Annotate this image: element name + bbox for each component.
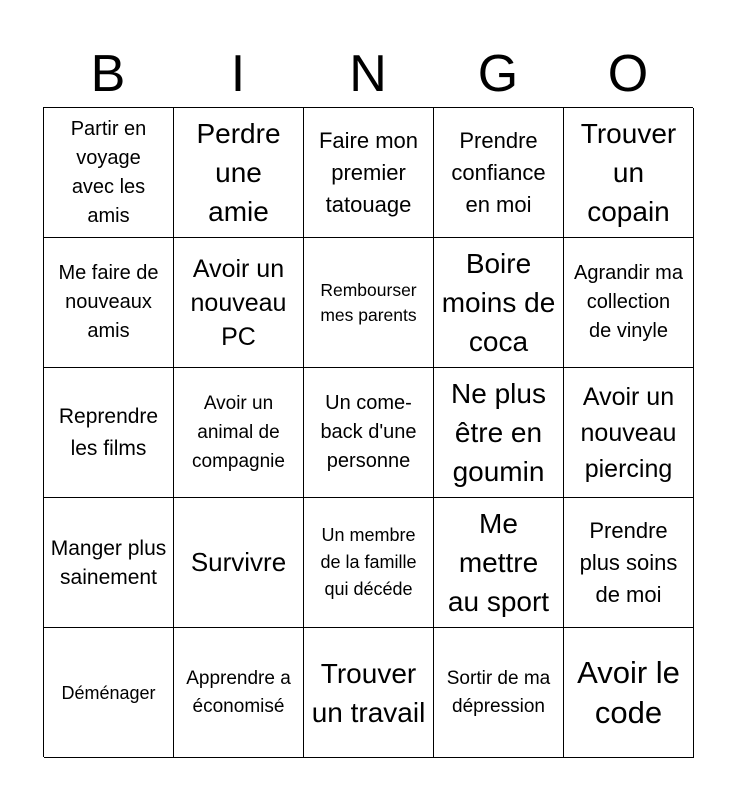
cell-text: Rembourser mes parents [320, 279, 417, 325]
bingo-grid [43, 107, 693, 757]
bingo-cell[interactable] [44, 238, 174, 368]
bingo-cell[interactable] [174, 368, 304, 498]
cell-text: Prendre plus soins de moi [579, 517, 678, 607]
cell-text: Avoir un nouveau PC [190, 254, 287, 351]
header-letter-n: N [349, 45, 387, 103]
bingo-cell[interactable] [174, 498, 304, 628]
cell-text: Apprendre a économisé [186, 667, 291, 717]
cell-text: Avoir un nouveau piercing [580, 382, 677, 483]
bingo-cell[interactable] [564, 498, 694, 628]
cell-text: Reprendre les films [58, 404, 159, 460]
cell-text: Faire mon premier tatouage [318, 127, 419, 217]
bingo-cell[interactable] [564, 108, 694, 238]
bingo-cell[interactable] [304, 628, 434, 758]
bingo-cell[interactable] [304, 108, 434, 238]
bingo-cell[interactable] [44, 628, 174, 758]
bingo-cell[interactable] [44, 108, 174, 238]
bingo-cell[interactable] [564, 238, 694, 368]
bingo-cell[interactable] [174, 108, 304, 238]
bingo-cell[interactable] [304, 238, 434, 368]
cell-text: Trouver un copain [580, 118, 677, 227]
bingo-cell[interactable] [564, 628, 694, 758]
cell-text: Ne plus être en goumin [451, 378, 546, 487]
bingo-cell[interactable] [44, 368, 174, 498]
bingo-cell[interactable] [434, 238, 564, 368]
bingo-cell[interactable] [434, 498, 564, 628]
bingo-cell[interactable] [44, 498, 174, 628]
header-letter-b: B [90, 45, 126, 103]
cell-text: Trouver un travail [311, 657, 426, 728]
cell-text: Survivre [190, 547, 287, 577]
cell-text: Partir en voyage avec les amis [70, 117, 147, 227]
cell-text: Me faire de nouveaux amis [58, 262, 159, 342]
bingo-cell[interactable] [564, 368, 694, 498]
bingo-cell[interactable] [434, 108, 564, 238]
header-letter-o: O [607, 45, 649, 103]
bingo-cell[interactable] [304, 368, 434, 498]
header-letter-i: I [230, 45, 246, 103]
bingo-cell[interactable] [304, 498, 434, 628]
bingo-cell[interactable] [174, 628, 304, 758]
bingo-cell[interactable] [434, 368, 564, 498]
bingo-cell[interactable] [174, 238, 304, 368]
cell-text: Un membre de la famille qui décéde [320, 525, 417, 599]
cell-text: Avoir le code [577, 654, 680, 730]
cell-text: Un come-back d'une personne [320, 392, 417, 472]
cell-text: Perdre une amie [196, 118, 281, 227]
cell-text: Agrandir ma collection de vinyle [574, 262, 683, 342]
cell-text: Déménager [61, 682, 156, 703]
cell-text: Avoir un animal de compagnie [192, 393, 285, 472]
cell-text: Me mettre au sport [447, 508, 550, 617]
bingo-cell[interactable] [434, 628, 564, 758]
cell-text: Boire moins de coca [441, 248, 556, 357]
bingo-header [43, 40, 693, 108]
header-letter-g: G [477, 45, 519, 103]
cell-text: Manger plus sainement [50, 536, 167, 589]
cell-text: Sortir de ma dépression [446, 667, 551, 717]
cell-text: Prendre confiance en moi [451, 127, 546, 217]
